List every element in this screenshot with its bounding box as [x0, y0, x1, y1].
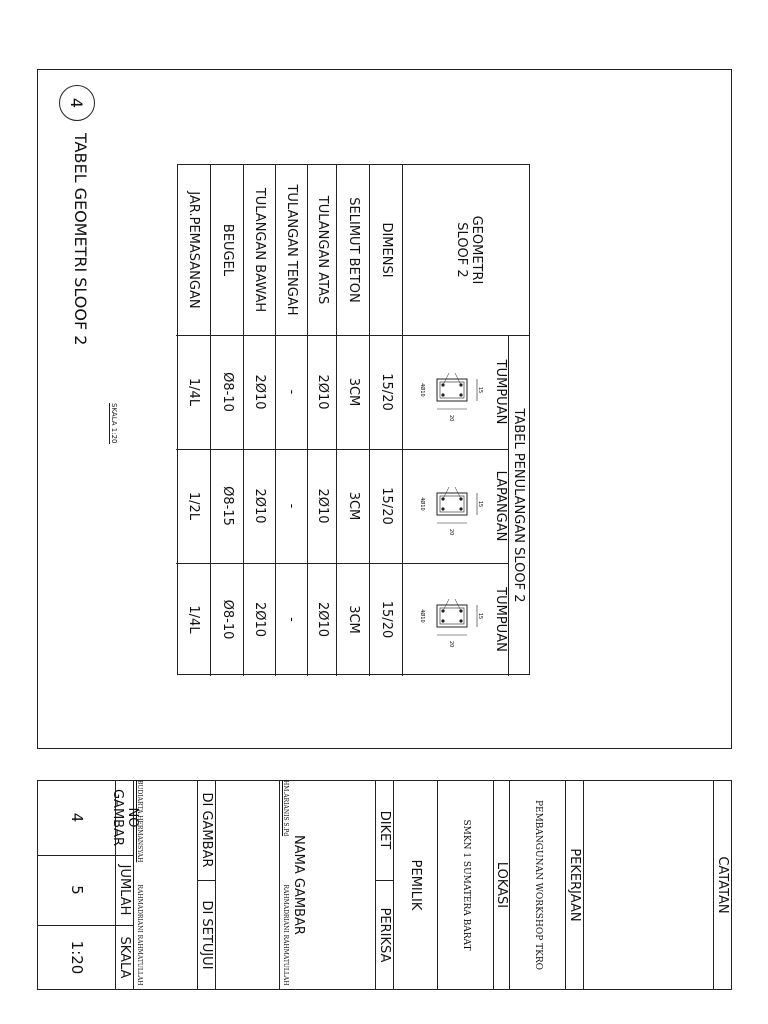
row-label-dimensi: DIMENSI [379, 222, 394, 278]
cell: 1/4L [186, 605, 201, 634]
section-height-label: 20 [448, 415, 454, 422]
drawing-content [37, 69, 732, 749]
cell: - [284, 389, 300, 395]
jumlah-value: 5 [68, 885, 86, 895]
cell: 15/20 [379, 487, 394, 525]
cell: 2Ø10 [252, 374, 268, 410]
nama-gambar-label: NAMA GAMBAR [291, 835, 307, 935]
section-sketch-1 [415, 365, 485, 425]
skala-label: SKALA [117, 936, 133, 979]
svg-text:4Ø10: 4Ø10 [419, 497, 425, 511]
lokasi-label: LOKASI [494, 861, 510, 909]
drawing-title: TABEL GEOMETRI SLOOF 2 [71, 133, 90, 346]
periksa-label: PERIKSA [377, 907, 393, 963]
section-bar-label: 4Ø10 [419, 383, 425, 397]
cell: 15/20 [379, 373, 394, 411]
row-label-beugel: BEUGEL [220, 223, 235, 277]
cell: 3CM [346, 491, 361, 521]
cell: 2Ø10 [315, 374, 330, 410]
row-label-selimut: SELIMUT BETON [346, 197, 361, 303]
detail-number-circle [59, 85, 95, 121]
svg-text:15: 15 [477, 500, 483, 508]
column-header-3: TUMPUAN [493, 587, 509, 652]
no-gambar-label: NO GAMBAR [110, 788, 140, 847]
column-header-2: LAPANGAN [493, 470, 509, 542]
cell: 1/2L [186, 491, 201, 521]
cell: - [284, 503, 300, 509]
cell: 2Ø10 [252, 488, 268, 524]
row-label-bawah: TULANGAN BAWAH [252, 187, 268, 313]
cell: - [284, 617, 300, 622]
digambar-label: DI GAMBAR [199, 792, 215, 868]
scale-note: SKALA 1:20 [110, 403, 118, 444]
column-header-1: TUMPUAN [493, 359, 509, 425]
section-width-label: 15 [477, 386, 483, 394]
pekerjaan-value: PEMBANGUNAN WORKSHOP TKRO [533, 799, 543, 971]
svg-text:20: 20 [448, 529, 454, 536]
periksa-name: RAHMADRIANI RAHMATULLAH [282, 884, 290, 986]
cell: 1/4L [186, 377, 201, 407]
disetujui-name: RAHMADRIANI RAHMATULLAH [136, 884, 144, 986]
row-label-tengah: TULANGAN TENGAH [284, 184, 300, 316]
section-sketch-3 [415, 591, 485, 651]
cell: Ø8-15 [220, 486, 235, 526]
svg-text:4Ø10: 4Ø10 [419, 609, 425, 623]
svg-text:15: 15 [477, 612, 483, 620]
pemilik-label: PEMILIK [408, 859, 424, 911]
no-gambar-value: 4 [68, 812, 86, 823]
geometry-header: GEOMETRI SLOOF 2 [454, 215, 484, 285]
pekerjaan-label: PEKERJAAN [567, 848, 583, 922]
skala-value: 1:20 [68, 940, 86, 975]
cell: 2Ø10 [315, 488, 330, 524]
cell: Ø8-10 [220, 599, 235, 640]
cell: 2Ø10 [252, 601, 268, 638]
digambar-name: BUDIARTA HERMANSYAH [136, 780, 144, 863]
lokasi-value: SMKN 1 SUMATERA BARAT [461, 819, 471, 951]
title-block [37, 780, 732, 990]
disetujui-label: DI SETUJUI [199, 900, 215, 970]
row-label-jarak: JAR.PEMASANGAN [186, 191, 201, 309]
svg-text:20: 20 [448, 641, 454, 648]
cell: 3CM [346, 377, 361, 407]
cell: Ø8-10 [220, 372, 235, 412]
cell: 2Ø10 [315, 601, 330, 638]
cell: 15/20 [379, 600, 394, 639]
detail-number: 4 [67, 97, 87, 109]
diket-label: DIKET [377, 810, 393, 850]
jumlah-label: JUMLAH [117, 864, 133, 916]
main-header: TABEL PENULANGAN SLOOF 2 [511, 408, 527, 603]
catatan-label: CATATAN [715, 856, 731, 914]
diket-name: HM.ARIANIS S.Pd [282, 780, 290, 837]
reinforcement-table [177, 164, 530, 675]
row-label-atas: TULANGAN ATAS [315, 195, 330, 305]
cell: 3CM [346, 605, 361, 634]
section-sketch-2 [415, 479, 485, 539]
